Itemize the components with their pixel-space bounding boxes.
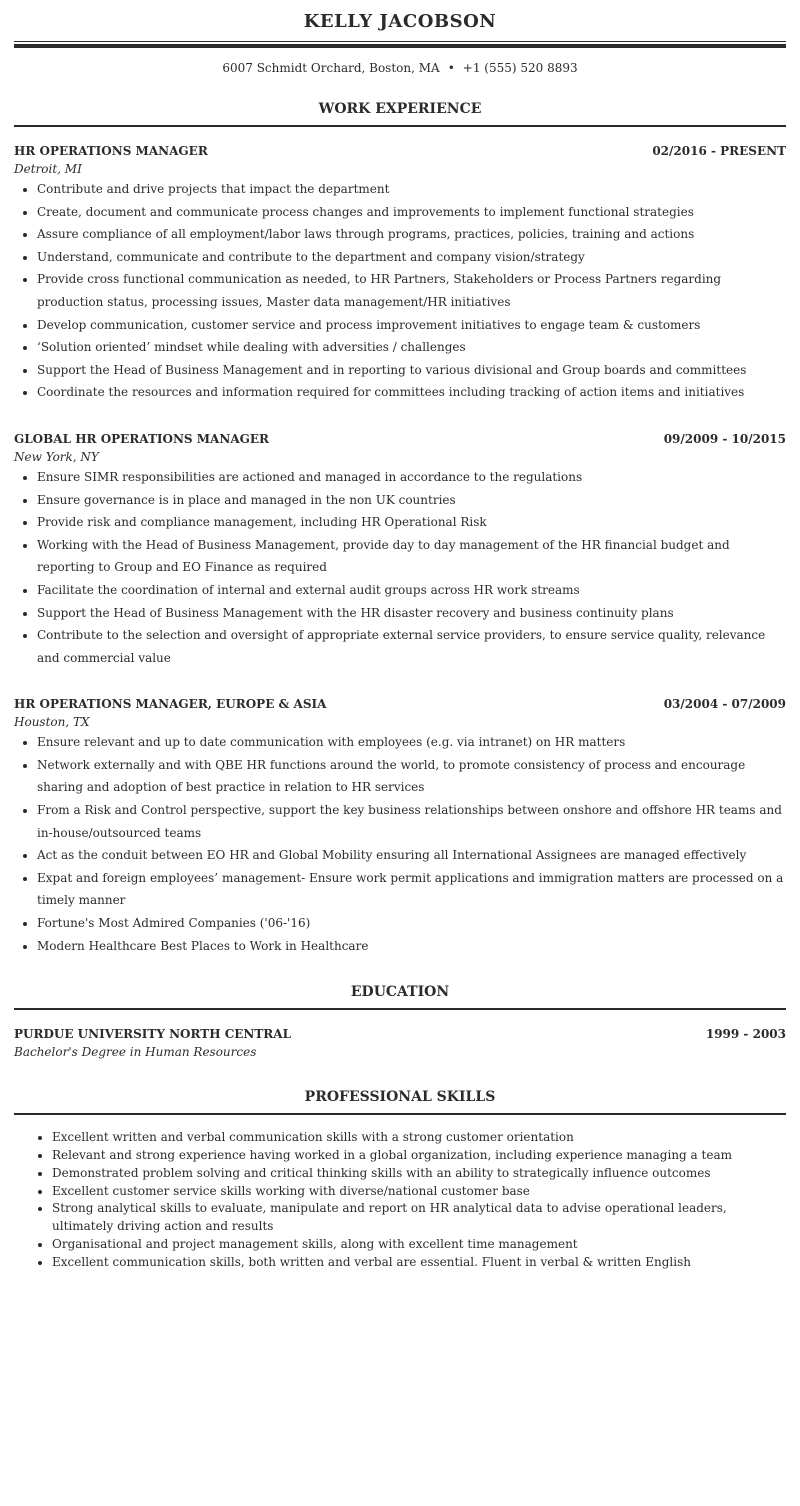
job-title: HR OPERATIONS MANAGER bbox=[14, 144, 208, 158]
education-entry bbox=[14, 1025, 786, 1061]
list-item: • ‘Solution oriented’ mindset while dealing with adversities / challenges bbox=[37, 336, 786, 359]
candidate-name: KELLY JACOBSON bbox=[303, 11, 497, 32]
list-item: • Support the Head of Business Management with the HR disaster recovery and business continuity plans bbox=[37, 602, 786, 625]
list-item: • Network externally and with QBE HR functions around the world, to promote consistency of process and encourage sharing and adoption of best practice in relation to HR services bbox=[37, 754, 786, 799]
school-name: PURDUE UNIVERSITY NORTH CENTRAL bbox=[14, 1027, 292, 1042]
skills-section bbox=[0, 1088, 800, 1271]
list-item: • Working with the Head of Business Management, provide day to day management of the HR financial budget and reporting to Group and EO Finance as required bbox=[37, 534, 786, 579]
job-dates: 02/2016 - PRESENT bbox=[652, 144, 786, 158]
contact-address: 6007 Schmidt Orchard, Boston, MA bbox=[222, 61, 440, 75]
list-item: • Contribute to the selection and oversight of appropriate external service providers, to ensure service quality, relevance and commercial value bbox=[37, 624, 786, 669]
list-item: • Facilitate the coordination of internal and external audit groups across HR work streams bbox=[37, 579, 786, 602]
list-item: • Excellent communication skills, both written and verbal are essential. Fluent in verbal & written English bbox=[52, 1254, 786, 1272]
list-item: • Ensure relevant and up to date communication with employees (e.g. via intranet) on HR matters bbox=[37, 731, 786, 754]
job-title: HR OPERATIONS MANAGER, EUROPE & ASIA bbox=[14, 697, 327, 712]
contact-line bbox=[0, 60, 800, 76]
list-item: • Strong analytical skills to evaluate, manipulate and report on HR analytical data to advise operational leaders, ultimately driving action and results bbox=[52, 1200, 786, 1236]
job-bullets bbox=[14, 466, 786, 669]
list-item: • Provide risk and compliance management, including HR Operational Risk bbox=[37, 511, 786, 534]
job-location: Detroit, MI bbox=[14, 162, 82, 176]
skills-list bbox=[14, 1129, 786, 1271]
work-experience-section bbox=[0, 100, 800, 957]
header-divider bbox=[14, 41, 786, 48]
list-item: • Relevant and strong experience having worked in a global organization, including experience managing a team bbox=[52, 1147, 786, 1165]
list-item: • Assure compliance of all employment/labor laws through programs, practices, policies, training and actions bbox=[37, 223, 786, 246]
list-item: • Excellent written and verbal communication skills with a strong customer orientation bbox=[52, 1129, 786, 1147]
list-item: • Contribute and drive projects that impact the department bbox=[37, 178, 786, 201]
job-entry bbox=[14, 695, 786, 957]
list-item: • Fortune's Most Admired Companies ('06-'16) bbox=[37, 912, 786, 935]
job-header bbox=[14, 430, 786, 448]
job-bullets bbox=[14, 178, 786, 404]
list-item: • Ensure SIMR responsibilities are actioned and managed in accordance to the regulations bbox=[37, 466, 786, 489]
list-item: • Provide cross functional communication as needed, to HR Partners, Stakeholders or Process Partners regarding production status, processing issues, Master data management/HR initiatives bbox=[37, 268, 786, 313]
list-item: • Excellent customer service skills working with diverse/national customer base bbox=[52, 1183, 786, 1201]
job-entry bbox=[14, 142, 786, 404]
list-item: • Coordinate the resources and information required for committees including tracking of action items and initiatives bbox=[37, 381, 786, 404]
list-item: • Organisational and project management skills, along with excellent time management bbox=[52, 1236, 786, 1254]
list-item: • Expat and foreign employees’ management- Ensure work permit applications and immigration matters are processed on a timely manner bbox=[37, 867, 786, 912]
job-entry bbox=[14, 430, 786, 669]
degree: Bachelor's Degree in Human Resources bbox=[14, 1045, 257, 1060]
list-item: • Support the Head of Business Management and in reporting to various divisional and Group boards and committees bbox=[37, 359, 786, 382]
job-header bbox=[14, 142, 786, 160]
list-item: • Develop communication, customer service and process improvement initiatives to engage team & customers bbox=[37, 314, 786, 337]
section-divider bbox=[14, 1113, 786, 1115]
job-header bbox=[14, 695, 786, 713]
job-location: New York, NY bbox=[14, 449, 99, 464]
education-header bbox=[14, 1025, 786, 1043]
job-dates: 03/2004 - 07/2009 bbox=[663, 697, 786, 712]
education-dates: 1999 - 2003 bbox=[705, 1027, 786, 1042]
list-item: • Demonstrated problem solving and critical thinking skills with an ability to strategically influence outcomes bbox=[52, 1165, 786, 1183]
section-divider bbox=[14, 1008, 786, 1010]
job-location: Houston, TX bbox=[14, 715, 90, 730]
job-title: GLOBAL HR OPERATIONS MANAGER bbox=[14, 431, 269, 446]
list-item: • Modern Healthcare Best Places to Work in Healthcare bbox=[37, 935, 786, 958]
contact-separator: • bbox=[447, 61, 455, 75]
list-item: • Understand, communicate and contribute to the department and company vision/strategy bbox=[37, 246, 786, 269]
list-item: • Act as the conduit between EO HR and Global Mobility ensuring all International Assignees are managed effectively bbox=[37, 844, 786, 867]
list-item: • Ensure governance is in place and managed in the non UK countries bbox=[37, 489, 786, 512]
section-title-professional-skills: PROFESSIONAL SKILLS bbox=[304, 1089, 496, 1106]
education-section bbox=[0, 983, 800, 1061]
job-dates: 09/2009 - 10/2015 bbox=[663, 431, 786, 446]
job-bullets bbox=[14, 731, 786, 957]
section-title-education: EDUCATION bbox=[350, 984, 450, 1001]
list-item: • From a Risk and Control perspective, support the key business relationships between onshore and offshore HR teams and in-house/outsourced teams bbox=[37, 799, 786, 844]
list-item: • Create, document and communicate process changes and improvements to implement functional strategies bbox=[37, 201, 786, 224]
section-title-work-experience: WORK EXPERIENCE bbox=[318, 101, 482, 117]
section-divider bbox=[14, 125, 786, 127]
contact-phone: +1 (555) 520 8893 bbox=[462, 61, 578, 75]
